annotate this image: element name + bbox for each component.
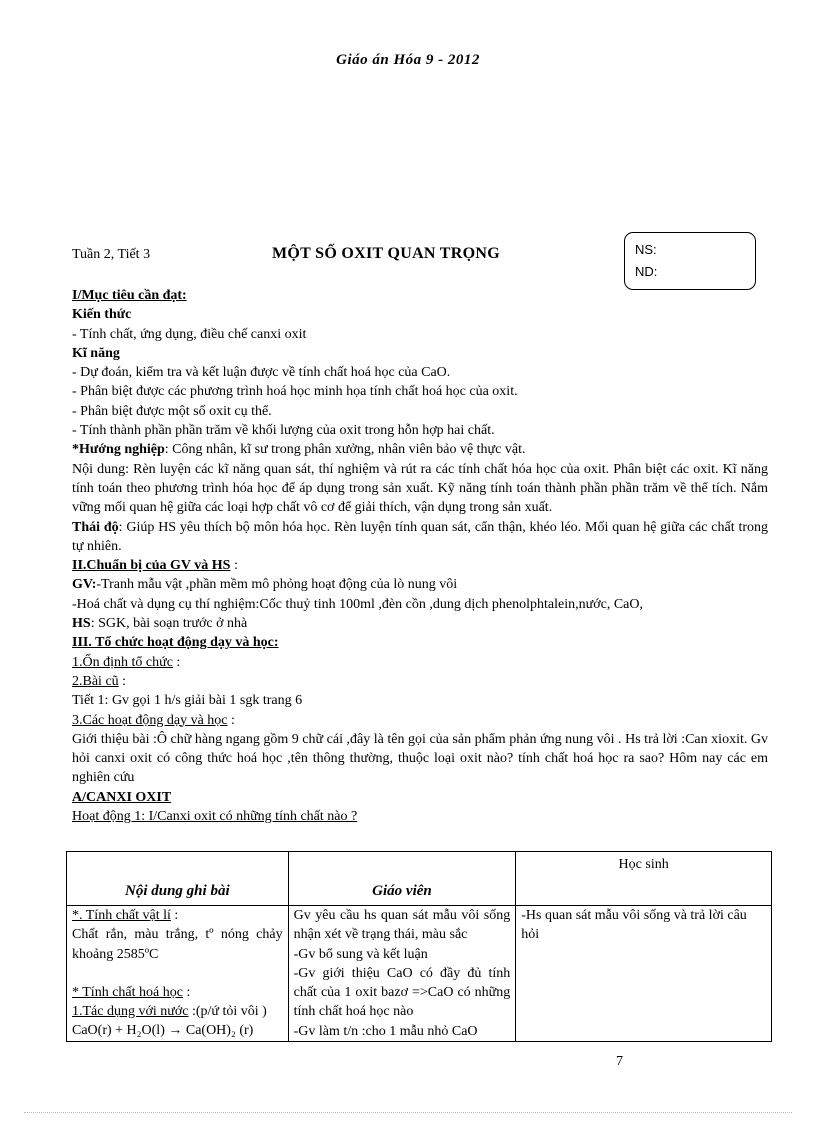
reaction-line [72,1002,283,1021]
gv-text: -Tranh mẫu vật ,phần mềm mô phỏng hoạt động của lò nung vôi [96,577,458,593]
gv-label: GV: [72,577,97,593]
reaction-tail: :(p/ứ tỏi vôi ) [188,1004,267,1020]
activity1-heading: Hoạt động 1: I/Canxi oxit có những tính chất nào ? [72,809,358,825]
chem-heading-line [72,983,283,1002]
preparation-heading: II.Chuẩn bị của GV và HS [72,558,231,574]
chem-heading: * Tính chất hoá học [72,984,183,1000]
teacher-item: -Gv bổ sung và kết luận [293,946,428,962]
week-period: Tuần 2, Tiết 3 [72,247,151,262]
content-paragraph: Nội dung: Rèn luyện các kĩ năng quan sát, thí nghiệm và rút ra các tính chất hóa học của oxit. Phân biệt các oxit. Kĩ năng tính toán theo phương trình hóa học để áp dụng trong sản xuất. Kỹ năng tính toán thành phần phần trăm về thể tích. Nắm vững mối quan hệ giữa các loại hợp chất vô cơ để giải thích, vận dụng trong sản xuất. [72,461,768,516]
hs-label: HS [72,616,91,632]
skill-item: - Phân biệt được các phương trình hoá học minh họa tính chất hoá học của oxit. [72,384,518,400]
chemicals-line: -Hoá chất và dụng cụ thí nghiệm:Cốc thuỷ tinh 100ml ,đèn cồn ,dung dịch phenolphtalein,nước, CaO, [72,596,643,612]
activities-heading: III. Tổ chức hoạt động dạy và học: [72,635,279,651]
header-student: Học sinh [516,852,772,906]
skill-item: - Phân biệt được một số oxit cụ thể. [72,403,272,419]
career-label: *Hướng nghiệp [72,442,165,458]
ns-label: NS: [635,242,657,257]
skill-item: - Dự đoán, kiểm tra và kết luận được về tính chất hoá học của CaO. [72,365,451,381]
preparation-heading-line [72,556,768,575]
knowledge-item: - Tính chất, ứng dụng, điều chế canxi oxit [72,326,307,342]
knowledge-heading: Kiến thức [72,307,132,323]
gv-line [72,575,768,594]
skill-item: - Tính thành phần phần trăm về khối lượng của oxit trong hỗn hợp hai chất. [72,423,495,439]
reaction-heading: 1.Tác dụng với nước [72,1004,189,1020]
teacher-item: Gv yêu cầu hs quan sát mẫu vôi sống nhận xét về trạng thái, màu sắc [293,908,511,943]
step2-line [72,672,768,691]
phys-heading: *. Tính chất vật lí [72,908,171,923]
student-cell [516,906,772,1042]
student-item: -Hs quan sát mẫu vôi sống và trả lời câu hỏi [521,908,747,943]
header-teacher: Giáo viên [288,852,516,906]
footer-divider [24,1112,792,1113]
step1-tail: : [172,654,181,670]
phys-text: Chất rắn, màu trắng, tº nóng chảy khoảng 2585ºC [72,927,283,962]
objectives-heading: I/Mục tiêu cần đạt: [72,288,187,303]
teacher-item: -Gv giới thiệu CaO có đầy đủ tính chất của 1 oxit bazơ =>CaO có những tính chất hoá học nào [293,965,511,1020]
chem-heading-tail: : [182,984,191,1000]
career-line [72,440,768,459]
hs-line [72,614,768,633]
teacher-cell [288,906,516,1042]
step3-label: 3.Các hoạt động dạy và học [72,712,228,728]
step2-tail: : [118,673,127,689]
part-a-heading: A/CANXI OXIT [72,789,172,805]
step1-line [72,653,768,672]
step3-line [72,711,768,730]
page-number: 7 [616,1054,623,1069]
date-box [624,232,756,290]
lesson-body [72,286,768,826]
notes-cell [67,906,289,1042]
page-header: Giáo án Hóa 9 - 2012 [336,52,480,68]
nd-label: ND: [635,264,658,279]
career-text: : Công nhân, kĩ sư trong phân xưởng, nhân viên bảo vệ thực vật. [164,442,526,458]
step1-label: 1.Ổn định tổ chức [72,654,173,670]
step2-label: 2.Bài cũ [72,673,119,689]
hs-text: : SGK, bài soạn trước ở nhà [90,616,248,632]
lesson-title: MỘT SỐ OXIT QUAN TRỌNG [272,245,500,262]
table-header-row [67,852,772,906]
skills-heading: Kĩ năng [72,345,120,361]
step3-tail: : [227,712,235,728]
phys-heading-line [72,906,283,925]
attitude-text: : Giúp HS yêu thích bộ môn hóa học. Rèn luyện tính quan sát, cẩn thận, khéo léo. Mối quan hệ giữa các chất trong tự nhiên. [72,519,768,554]
preparation-heading-tail: : [230,558,238,574]
step2-text: Tiết 1: Gv gọi 1 h/s giải bài 1 sgk trang 6 [72,693,303,709]
attitude-line [72,518,768,557]
equation: CaO(r) + H₂O(l) → Ca(OH)₂ (r) [72,1023,254,1039]
header-notes: Nội dung ghi bài [67,852,289,906]
intro-paragraph: Giới thiệu bài :Ô chữ hàng ngang gồm 9 chữ cái ,đây là tên gọi của sản phẩm phản ứng nung vôi . Hs trả lời :Can xioxit. Gv hỏi canxi oxit có công thức hoá học ,tên thông thường, thuộc loại oxit nào? tính chất hoá học ra sao? Hôm nay các em nghiên cứu [72,731,768,786]
phys-heading-tail: : [170,908,179,923]
attitude-label: Thái độ [72,519,119,535]
lesson-table [66,851,772,1042]
table-row [67,906,772,1042]
teacher-item: -Gv làm t/n :cho 1 mẫu nhỏ CaO [293,1023,478,1039]
